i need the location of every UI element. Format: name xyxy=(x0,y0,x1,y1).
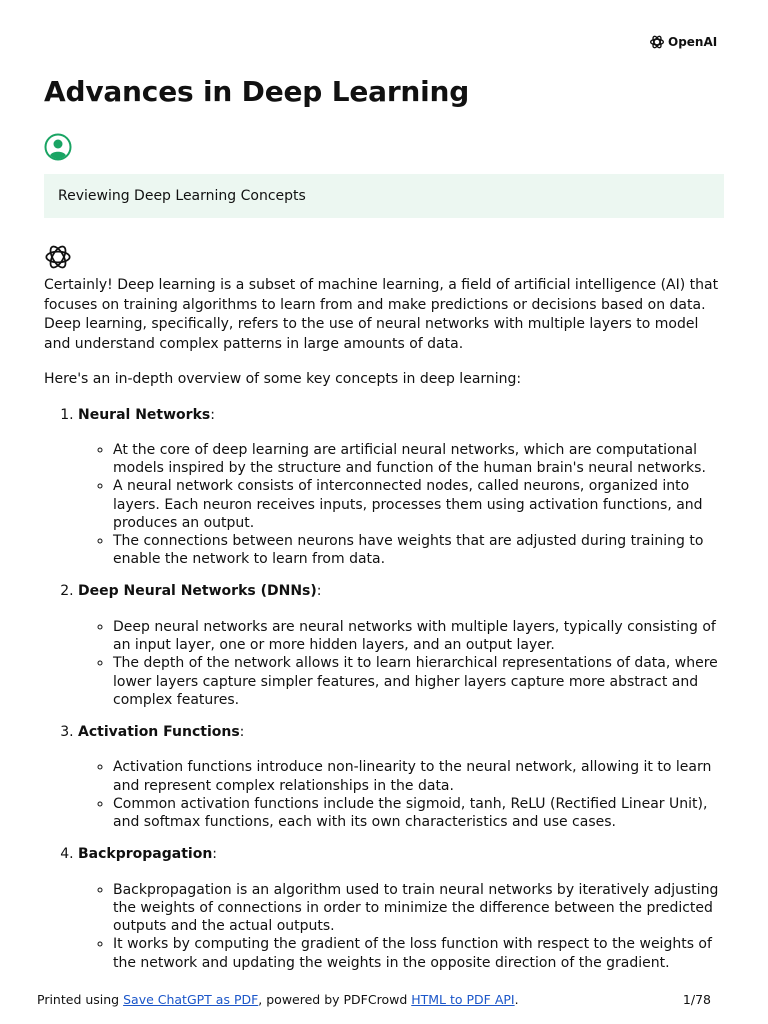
list-item: ◦ Activation functions introduce non-linearity to the neural network, allowing it to learn and represent complex relationships in the data. xyxy=(113,758,724,794)
page-title: Advances in Deep Learning xyxy=(44,75,470,108)
page-number: 1/78 xyxy=(682,992,711,1007)
response-intro: Certainly! Deep learning is a subset of machine learning, a field of artificial intelligence (AI) that focuses on training algorithms to learn from and make predictions or decisions based on data. Deep learning, specifically, refers to the use of neural networks with multiple layers to model and understand complex patterns in large amounts of data. xyxy=(44,277,719,352)
print-footer xyxy=(37,992,711,1007)
topic-item: 4. Backpropagation: ◦ Backpropagation is an algorithm used to train neural networks by iteratively adjusting the weights of connections in order to minimize the difference between the predicted outputs and the actual outputs. ◦ It works by computing the gradient of the loss function with respect to the weights of the network and updating the weights in the opposite direction of the gradient. xyxy=(78,845,724,972)
save-chatgpt-as-pdf-link[interactable]: Save ChatGPT as PDF xyxy=(123,992,259,1007)
list-item: ◦ Common activation functions include the sigmoid, tanh, ReLU (Rectified Linear Unit), and softmax functions, each with its own characteristics and use cases. xyxy=(113,795,724,831)
assistant-response xyxy=(44,276,724,986)
topic-points xyxy=(78,758,724,831)
topic-points xyxy=(78,441,724,568)
list-item: ◦ At the core of deep learning are artificial neural networks, which are computational models inspired by the structure and function of the human brain's neural networks. xyxy=(113,441,724,477)
list-item: ◦ The connections between neurons have weights that are adjusted during training to enable the network to learn from data. xyxy=(113,532,724,568)
topic-points xyxy=(78,618,724,709)
list-item: ◦ A neural network consists of interconnected nodes, called neurons, organized into layers. Each neuron receives inputs, processes them using activation functions, and produces an output. xyxy=(113,477,724,532)
topic-title: Neural Networks xyxy=(78,406,211,423)
list-item: ◦ Deep neural networks are neural networks with multiple layers, typically consisting of an input layer, one or more hidden layers, and an output layer. xyxy=(113,618,724,654)
brand-name: OpenAI xyxy=(668,35,718,49)
footer-credit: Printed using Save ChatGPT as PDF, powered by PDFCrowd HTML to PDF API. xyxy=(37,992,519,1007)
user-prompt-text: Reviewing Deep Learning Concepts xyxy=(58,188,306,204)
topic-points xyxy=(78,881,724,972)
user-avatar-icon xyxy=(44,133,72,165)
brand-header xyxy=(649,34,717,50)
user-prompt xyxy=(44,174,724,218)
topics-list xyxy=(44,406,724,972)
topic-item: 2. Deep Neural Networks (DNNs): ◦ Deep neural networks are neural networks with multiple layers, typically consisting of an input layer, one or more hidden layers, and an output layer. ◦ The depth of the network allows it to learn hierarchical representations of data, where lower layers capture simpler features, and higher layers capture more abstract and complex features. xyxy=(78,582,724,709)
response-lead: Here's an in-depth overview of some key concepts in deep learning: xyxy=(44,371,522,387)
openai-logo-icon xyxy=(649,34,665,50)
topic-item: 3. Activation Functions: ◦ Activation functions introduce non-linearity to the neural network, allowing it to learn and represent complex relationships in the data. ◦ Common activation functions include the sigmoid, tanh, ReLU (Rectified Linear Unit), and softmax functions, each with its own characteristics and use cases. xyxy=(78,723,724,831)
list-item: ◦ It works by computing the gradient of the loss function with respect to the weights of the network and updating the weights in the opposite direction of the gradient. xyxy=(113,935,724,971)
list-item: ◦ Backpropagation is an algorithm used to train neural networks by iteratively adjusting the weights of connections in order to minimize the difference between the predicted outputs and the actual outputs. xyxy=(113,881,724,936)
topic-title: Activation Functions xyxy=(78,723,240,740)
chatgpt-logo-icon xyxy=(44,243,72,275)
topic-title: Backpropagation xyxy=(78,846,213,863)
topic-title: Deep Neural Networks (DNNs) xyxy=(78,583,317,600)
html-to-pdf-api-link[interactable]: HTML to PDF API xyxy=(411,992,515,1007)
topic-item: 1. Neural Networks: ◦ At the core of deep learning are artificial neural networks, which are computational models inspired by the structure and function of the human brain's neural networks. ◦ A neural network consists of interconnected nodes, called neurons, organized into layers. Each neuron receives inputs, processes them using activation functions, and produces an output. ◦ The connections between neurons have weights that are adjusted during training to enable the network to learn from data. xyxy=(78,406,724,569)
list-item: ◦ The depth of the network allows it to learn hierarchical representations of data, where lower layers capture simpler features, and higher layers capture more abstract and complex features. xyxy=(113,654,724,709)
